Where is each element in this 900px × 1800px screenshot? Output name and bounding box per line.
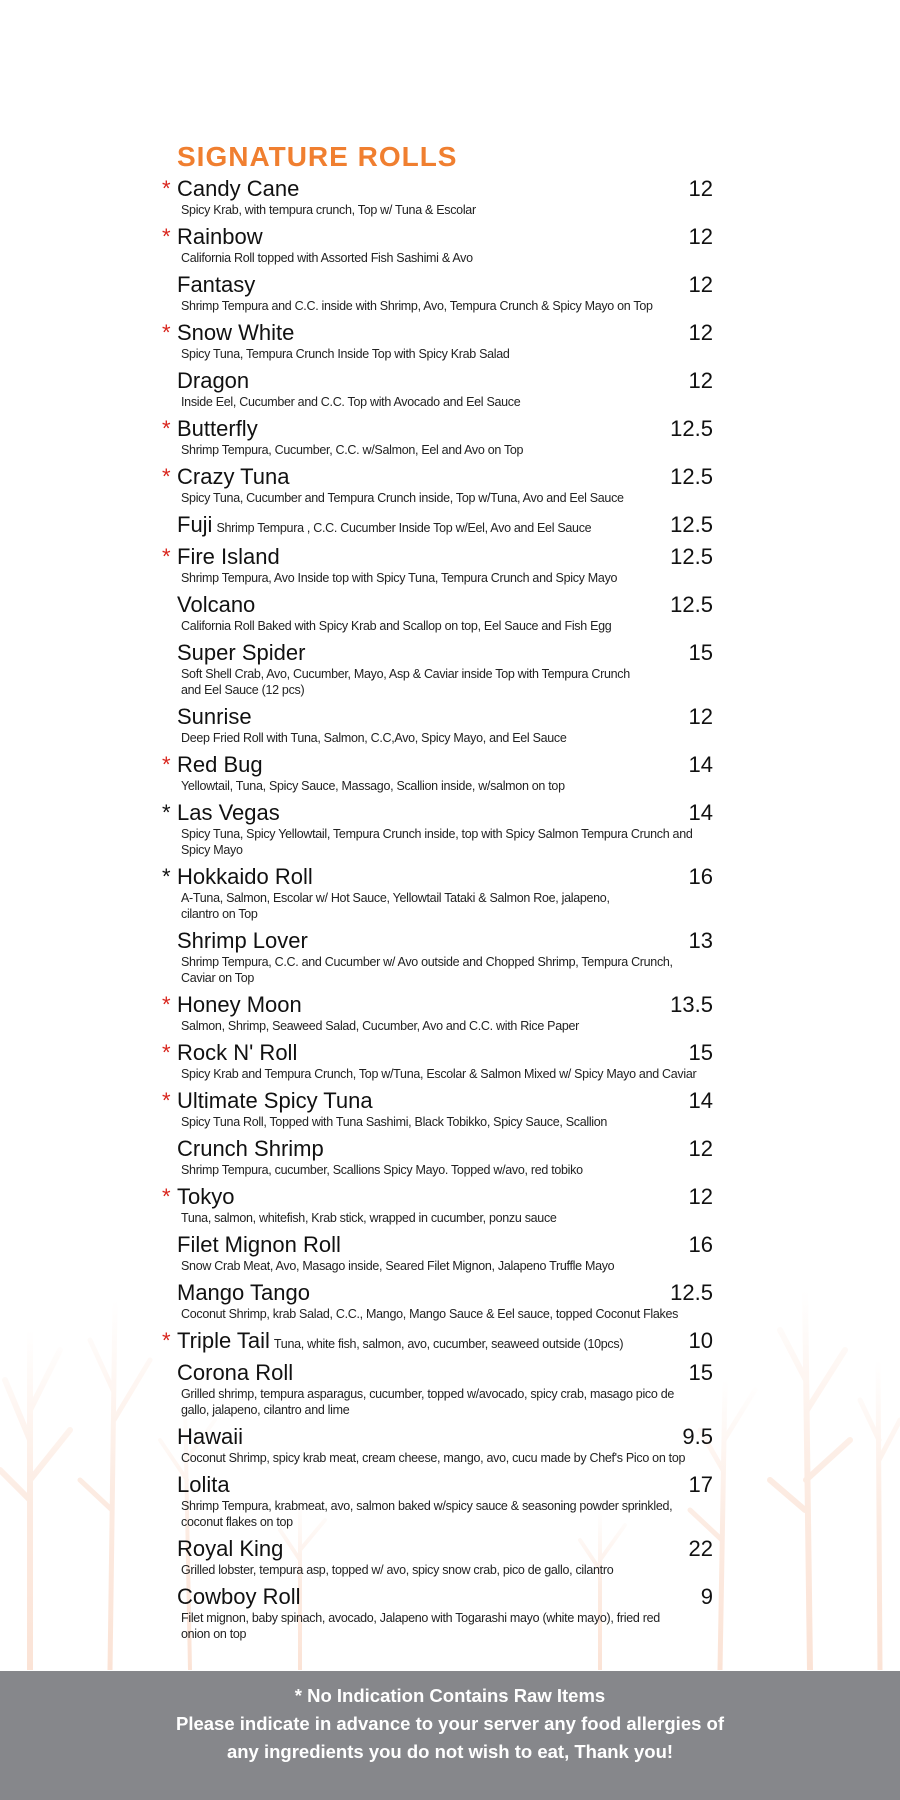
item-name: Dragon: [177, 368, 250, 393]
menu-item: [160, 544, 720, 586]
item-price: 12: [688, 224, 713, 249]
item-name: Honey Moon: [177, 992, 302, 1017]
item-price: 14: [688, 1088, 713, 1113]
raw-indicator-asterisk: *: [162, 1184, 171, 1209]
menu-item: [160, 864, 720, 922]
item-price: 9: [700, 1584, 713, 1609]
menu-item: [160, 592, 720, 634]
item-name-line: [177, 1328, 720, 1354]
item-description: Tuna, salmon, whitefish, Krab stick, wrapped in cucumber, ponzu sauce: [181, 1211, 557, 1225]
item-name-line: [177, 464, 720, 490]
item-description: Shrimp Tempura, cucumber, Scallions Spicy Mayo. Topped w/avo, red tobiko: [181, 1163, 583, 1177]
raw-indicator-asterisk: *: [162, 416, 171, 441]
item-name-line: [177, 592, 720, 618]
item-price: 16: [688, 1232, 713, 1257]
item-description: California Roll topped with Assorted Fish Sashimi & Avo: [181, 251, 473, 265]
item-description: cilantro on Top: [181, 907, 258, 921]
menu-item: [160, 1040, 720, 1082]
item-name-line: [177, 1088, 720, 1114]
item-name-line: [177, 640, 720, 666]
item-description: Shrimp Tempura, Cucumber, C.C. w/Salmon, Eel and Avo on Top: [181, 443, 524, 457]
item-price: 9.5: [682, 1424, 713, 1449]
item-description: Spicy Krab and Tempura Crunch, Top w/Tuna, Escolar & Salmon Mixed w/ Spicy Mayo and Caviar: [181, 1067, 697, 1081]
item-name: Volcano: [177, 592, 256, 617]
item-name-line: [177, 1424, 720, 1450]
item-name: Cowboy Roll: [177, 1584, 301, 1609]
raw-indicator-asterisk: *: [162, 752, 171, 777]
menu-item: [160, 1328, 720, 1354]
menu-item: [160, 1360, 720, 1418]
item-description: Shrimp Tempura and C.C. inside with Shrimp, Avo, Tempura Crunch & Spicy Mayo on Top: [181, 299, 653, 313]
item-name: Triple Tail: [177, 1328, 270, 1353]
item-name: Fire Island: [177, 544, 280, 569]
item-name: Candy Cane: [177, 176, 300, 201]
item-name-line: [177, 1536, 720, 1562]
item-price: 12.5: [670, 1280, 713, 1305]
item-name-line: [177, 1360, 720, 1386]
item-price: 13: [688, 928, 713, 953]
menu-item: [160, 176, 720, 218]
item-price: 12: [688, 704, 713, 729]
allergy-note-line-2: any ingredients you do not wish to eat, Thank you!: [226, 1741, 674, 1762]
menu-item: [160, 1136, 720, 1178]
item-price: 17: [688, 1472, 713, 1497]
menu-item: [160, 272, 720, 314]
menu-item: [160, 512, 720, 538]
item-description: Deep Fried Roll with Tuna, Salmon, C.C,Avo, Spicy Mayo, and Eel Sauce: [181, 731, 567, 745]
item-name-line: [177, 1232, 720, 1258]
item-description: Spicy Krab, with tempura crunch, Top w/ Tuna & Escolar: [181, 203, 476, 217]
item-name: Rainbow: [177, 224, 263, 249]
menu-item: [160, 1088, 720, 1130]
item-name: Lolita: [177, 1472, 230, 1497]
item-name: Royal King: [177, 1536, 284, 1561]
item-price: 12.5: [670, 464, 713, 489]
item-price: 12: [688, 320, 713, 345]
item-name: Hokkaido Roll: [177, 864, 313, 889]
raw-indicator-asterisk: *: [162, 1040, 171, 1065]
menu-item: [160, 1472, 720, 1530]
menu-item: [160, 752, 720, 794]
item-description: Spicy Tuna, Tempura Crunch Inside Top with Spicy Krab Salad: [181, 347, 510, 361]
menu-item: [160, 224, 720, 266]
item-description: Shrimp Tempura , C.C. Cucumber Inside Top w/Eel, Avo and Eel Sauce: [216, 521, 592, 535]
item-description: Soft Shell Crab, Avo, Cucumber, Mayo, Asp & Caviar inside Top with Tempura Crunch: [181, 667, 630, 681]
menu-item: [160, 1536, 720, 1578]
item-price: 12.5: [670, 512, 713, 537]
item-price: 12.5: [670, 416, 713, 441]
item-name: Hawaii: [177, 1424, 244, 1449]
item-price: 12: [688, 272, 713, 297]
item-name-line: [177, 176, 720, 202]
item-name: Butterfly: [177, 416, 258, 441]
item-name: Ultimate Spicy Tuna: [177, 1088, 373, 1113]
menu-item-list: [160, 176, 720, 1642]
item-name-line: [177, 704, 720, 730]
item-name-line: [177, 1136, 720, 1162]
menu-item: [160, 800, 720, 858]
item-description: Filet mignon, baby spinach, avocado, Jalapeno with Togarashi mayo (white mayo), fried red: [181, 1611, 660, 1625]
item-name-line: [177, 368, 720, 394]
item-description: Spicy Tuna, Spicy Yellowtail, Tempura Crunch inside, top with Spicy Salmon Tempura Crunch and: [181, 827, 693, 841]
item-name-line: [177, 224, 720, 250]
item-name: Red Bug: [177, 752, 263, 777]
item-description: Tuna, white fish, salmon, avo, cucumber, seaweed outside (10pcs): [273, 1337, 624, 1351]
raw-indicator-asterisk: *: [162, 464, 171, 489]
raw-indicator-asterisk: *: [162, 320, 171, 345]
item-description: Spicy Mayo: [181, 843, 243, 857]
item-name-line: [177, 800, 720, 826]
item-name: Rock N' Roll: [177, 1040, 298, 1065]
item-name-line: [177, 320, 720, 346]
item-description: Snow Crab Meat, Avo, Masago inside, Seared Filet Mignon, Jalapeno Truffle Mayo: [181, 1259, 615, 1273]
item-name: Tokyo: [177, 1184, 235, 1209]
menu-item: [160, 704, 720, 746]
item-name-line: [177, 1040, 720, 1066]
item-description: Caviar on Top: [181, 971, 254, 985]
menu-item: [160, 992, 720, 1034]
item-description: onion on top: [181, 1627, 247, 1641]
raw-items-note: * No Indication Contains Raw Items: [294, 1685, 606, 1706]
menu-item: [160, 1280, 720, 1322]
item-name: Corona Roll: [177, 1360, 294, 1385]
menu-item: [160, 1184, 720, 1226]
item-name: Crazy Tuna: [177, 464, 290, 489]
item-description: gallo, jalapeno, cilantro and lime: [181, 1403, 350, 1417]
item-description: Spicy Tuna Roll, Topped with Tuna Sashimi, Black Tobikko, Spicy Sauce, Scallion: [181, 1115, 608, 1129]
item-name-line: [177, 544, 720, 570]
item-name: Shrimp Lover: [177, 928, 308, 953]
item-description: Coconut Shrimp, krab Salad, C.C., Mango, Mango Sauce & Eel sauce, topped Coconut Flakes: [181, 1307, 679, 1321]
item-price: 13.5: [670, 992, 713, 1017]
menu-item: [160, 1424, 720, 1466]
item-description: A-Tuna, Salmon, Escolar w/ Hot Sauce, Yellowtail Tataki & Salmon Roe, jalapeno,: [181, 891, 610, 905]
item-name-line: [177, 1472, 720, 1498]
item-name: Fantasy: [177, 272, 256, 297]
item-description: Inside Eel, Cucumber and C.C. Top with Avocado and Eel Sauce: [181, 395, 521, 409]
footer-notice: [0, 1671, 900, 1800]
item-name-line: [177, 992, 720, 1018]
item-description: coconut flakes on top: [181, 1515, 293, 1529]
raw-indicator-asterisk: *: [162, 224, 171, 249]
allergy-note-line-1: Please indicate in advance to your server any food allergies of: [175, 1713, 724, 1734]
menu-item: [160, 320, 720, 362]
item-description: Grilled lobster, tempura asp, topped w/ avo, spicy snow crab, pico de gallo, cilantro: [181, 1563, 614, 1577]
item-description: California Roll Baked with Spicy Krab and Scallop on top, Eel Sauce and Fish Egg: [181, 619, 612, 633]
item-price: 15: [688, 1360, 713, 1385]
raw-indicator-asterisk: *: [162, 864, 171, 889]
signature-rolls-menu: [160, 140, 720, 1648]
item-name-line: [177, 1280, 720, 1306]
item-name-line: [177, 1584, 720, 1610]
raw-indicator-asterisk: *: [162, 544, 171, 569]
raw-indicator-asterisk: *: [162, 1328, 171, 1353]
item-description: Salmon, Shrimp, Seaweed Salad, Cucumber, Avo and C.C. with Rice Paper: [181, 1019, 580, 1033]
item-price: 10: [688, 1328, 713, 1353]
item-name-line: [177, 512, 720, 538]
item-price: 12: [688, 368, 713, 393]
item-name: Mango Tango: [177, 1280, 310, 1305]
item-name-line: [177, 928, 720, 954]
menu-item: [160, 416, 720, 458]
menu-item: [160, 1584, 720, 1642]
item-name: Las Vegas: [177, 800, 280, 825]
item-name: Super Spider: [177, 640, 306, 665]
item-description: Grilled shrimp, tempura asparagus, cucumber, topped w/avocado, spicy crab, masago pico de: [181, 1387, 675, 1401]
item-name-line: [177, 272, 720, 298]
item-description: Coconut Shrimp, spicy krab meat, cream cheese, mango, avo, cucu made by Chef's Pico on top: [181, 1451, 686, 1465]
item-price: 15: [688, 640, 713, 665]
item-name: Crunch Shrimp: [177, 1136, 324, 1161]
item-name: Filet Mignon Roll: [177, 1232, 341, 1257]
item-price: 12.5: [670, 544, 713, 569]
item-price: 14: [688, 752, 713, 777]
raw-indicator-asterisk: *: [162, 1088, 171, 1113]
menu-item: [160, 464, 720, 506]
item-name-line: [177, 1184, 720, 1210]
raw-indicator-asterisk: *: [162, 992, 171, 1017]
item-price: 14: [688, 800, 713, 825]
item-description: Shrimp Tempura, krabmeat, avo, salmon baked w/spicy sauce & seasoning powder sprinkled,: [181, 1499, 673, 1513]
item-price: 12.5: [670, 592, 713, 617]
menu-item: [160, 368, 720, 410]
item-name-line: [177, 752, 720, 778]
menu-item: [160, 928, 720, 986]
item-description: Yellowtail, Tuna, Spicy Sauce, Massago, Scallion inside, w/salmon on top: [181, 779, 565, 793]
item-price: 12: [688, 176, 713, 201]
menu-item: [160, 640, 720, 698]
section-heading: SIGNATURE ROLLS: [177, 141, 458, 172]
raw-indicator-asterisk: *: [162, 176, 171, 201]
item-price: 12: [688, 1184, 713, 1209]
item-name: Sunrise: [177, 704, 252, 729]
item-name: Snow White: [177, 320, 295, 345]
item-description: and Eel Sauce (12 pcs): [181, 683, 305, 697]
item-name-line: [177, 416, 720, 442]
item-price: 12: [688, 1136, 713, 1161]
item-name-line: [177, 864, 720, 890]
item-price: 15: [688, 1040, 713, 1065]
item-name: Fuji: [177, 512, 213, 537]
raw-indicator-asterisk: *: [162, 800, 171, 825]
item-description: Shrimp Tempura, Avo Inside top with Spicy Tuna, Tempura Crunch and Spicy Mayo: [181, 571, 618, 585]
item-description: Spicy Tuna, Cucumber and Tempura Crunch inside, Top w/Tuna, Avo and Eel Sauce: [181, 491, 624, 505]
menu-item: [160, 1232, 720, 1274]
item-price: 16: [688, 864, 713, 889]
item-description: Shrimp Tempura, C.C. and Cucumber w/ Avo outside and Chopped Shrimp, Tempura Crunch,: [181, 955, 673, 969]
item-price: 22: [688, 1536, 713, 1561]
